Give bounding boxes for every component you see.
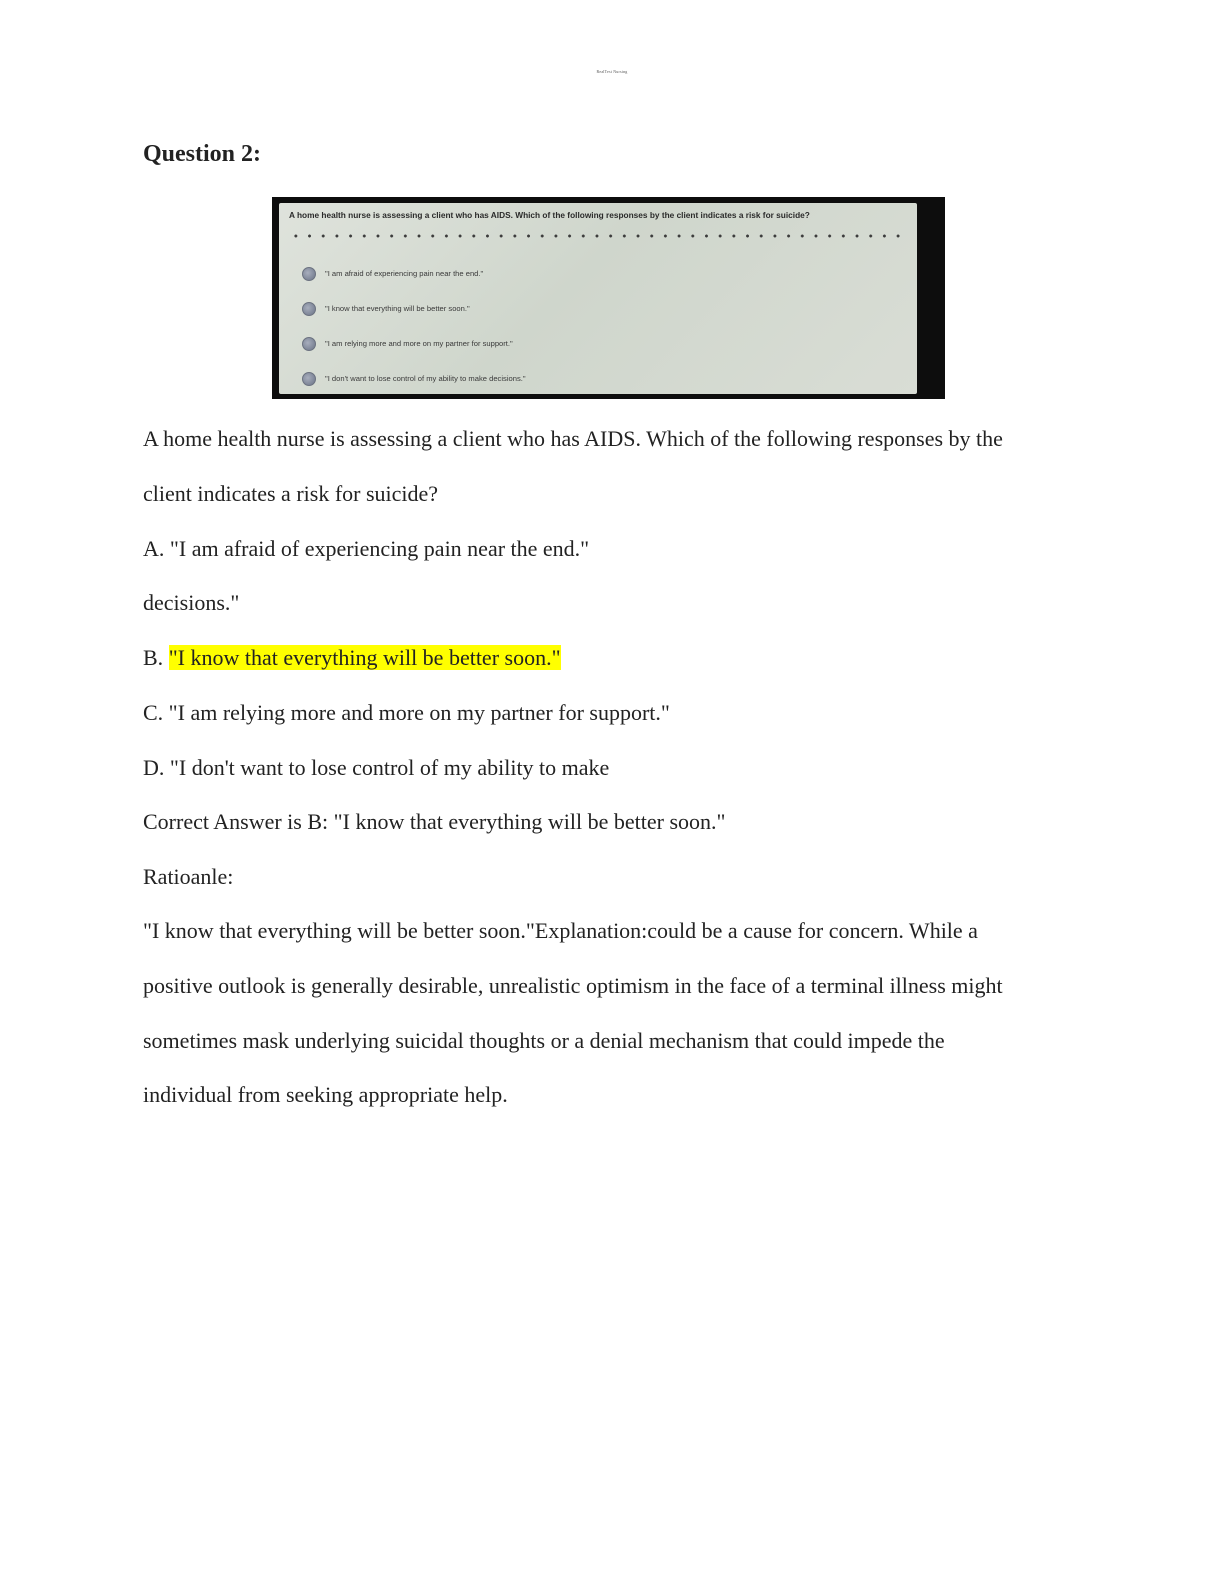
correct-answer: Correct Answer is B: "I know that everything will be better soon." xyxy=(143,809,726,834)
screenshot-option-label: "I don't want to lose control of my ability to make decisions." xyxy=(325,374,526,383)
screenshot-options xyxy=(302,256,907,396)
rationale-line: positive outlook is generally desirable, unrealistic optimism in the face of a terminal illness might xyxy=(143,973,1003,998)
rationale-line: "I know that everything will be better soon."Explanation:could be a cause for concern. While a xyxy=(143,918,978,943)
highlighted-answer: "I know that everything will be better soon." xyxy=(168,645,561,670)
question-stem-line-2: client indicates a risk for suicide? xyxy=(143,481,439,506)
screenshot-option xyxy=(302,256,907,291)
rationale-line: individual from seeking appropriate help. xyxy=(143,1082,508,1107)
option-b xyxy=(143,645,1093,671)
question-screenshot xyxy=(272,197,945,399)
question-title: Question 2: xyxy=(143,141,262,167)
screenshot-question: A home health nurse is assessing a client who has AIDS. Which of the following responses by the client indicates a risk for suicide? xyxy=(289,210,810,220)
screenshot-divider xyxy=(289,234,909,238)
screenshot-option-label: "I know that everything will be better soon." xyxy=(325,304,470,313)
stray-text: decisions." xyxy=(143,590,240,615)
radio-icon xyxy=(302,267,316,281)
screenshot-option xyxy=(302,326,907,361)
rationale-line: sometimes mask underlying suicidal thoughts or a denial mechanism that could impede the xyxy=(143,1028,945,1053)
radio-icon xyxy=(302,337,316,351)
rationale-label: Ratioanle: xyxy=(143,864,234,889)
option-b-prefix: B. xyxy=(143,645,169,670)
header-mark: RealTest Nursing xyxy=(596,69,628,74)
screenshot-panel xyxy=(279,203,917,394)
question-stem-line-1: A home health nurse is assessing a client who has AIDS. Which of the following responses by the xyxy=(143,426,1003,451)
screenshot-option xyxy=(302,361,907,396)
option-d: D. "I don't want to lose control of my ability to make xyxy=(143,755,610,780)
screenshot-option xyxy=(302,291,907,326)
screenshot-option-label: "I am afraid of experiencing pain near the end." xyxy=(325,269,484,278)
option-c: C. "I am relying more and more on my partner for support." xyxy=(143,700,670,725)
radio-icon xyxy=(302,302,316,316)
radio-icon xyxy=(302,372,316,386)
option-a: A. "I am afraid of experiencing pain near the end." xyxy=(143,536,590,561)
screenshot-option-label: "I am relying more and more on my partner for support." xyxy=(325,339,513,348)
